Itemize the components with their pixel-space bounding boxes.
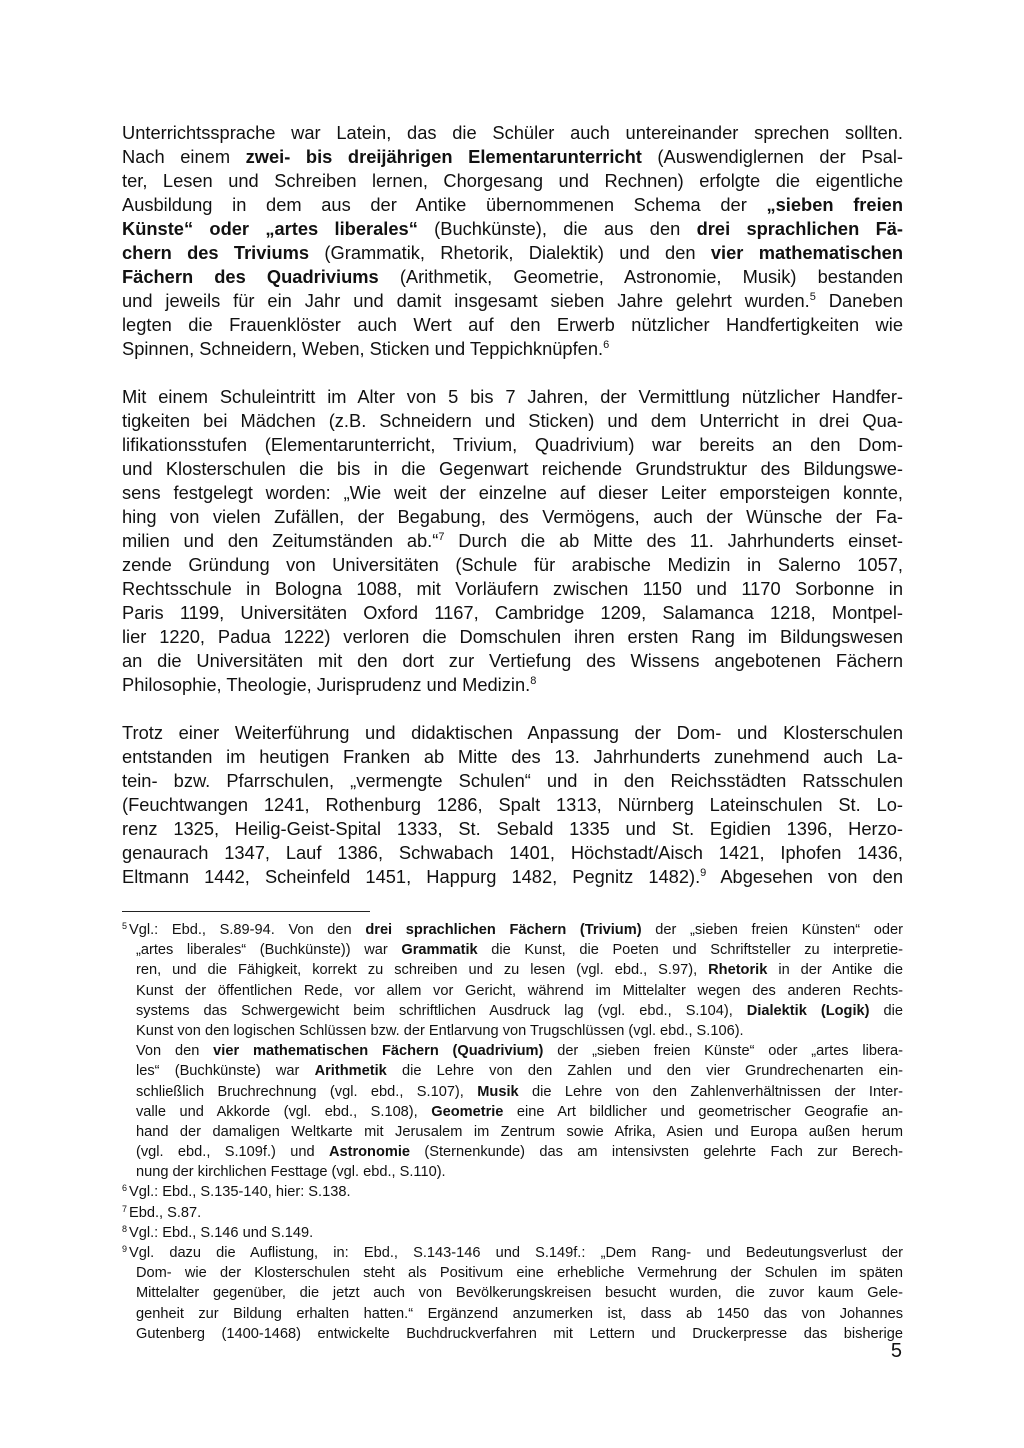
text-segment: tigkeiten bei Mädchen (z.B. Schneidern und Sticken) und dem Unterricht in drei Qua- <box>122 410 903 431</box>
bold-text: zwei- bis dreijährigen Elementarunterricht <box>245 146 642 167</box>
footnote-line <box>122 1182 903 1202</box>
footnote-reference: 6 <box>603 339 610 351</box>
text-line <box>122 865 903 889</box>
footnotes <box>122 920 903 1344</box>
text-segment: in der Antike die <box>767 962 903 979</box>
text-line <box>122 793 903 817</box>
bold-text: Fächern des Quadriviums <box>122 266 379 287</box>
text-line <box>122 337 903 361</box>
text-segment: die Kunst, die Poeten und Schriftsteller zu interpretie- <box>477 942 903 959</box>
text-segment: hand der damaligen Weltkarte mit Jerusalem im Zentrum sowie Afrika, Asien und Europa außen herum <box>136 1123 903 1140</box>
text-segment: (Feuchtwangen 1241, Rothenburg 1286, Spalt 1313, Nürnberg Lateinschulen St. Lo- <box>122 794 903 815</box>
text-segment: Vgl. dazu die Auflistung, in: Ebd., S.143-146 und S.149f.: „Dem Rang- und Bedeutungsverlust der <box>129 1245 903 1261</box>
text-line <box>122 289 903 313</box>
text-segment: (vgl. ebd., S.109f.) und <box>136 1144 329 1161</box>
footnote-line <box>122 920 903 940</box>
text-segment: zende Gründung von Universitäten (Schule für arabische Medizin in Salerno 1057, <box>122 554 903 575</box>
text-line <box>122 193 903 217</box>
footnote-line <box>122 940 903 960</box>
footnote-line <box>122 960 903 980</box>
footnote-line <box>122 1304 903 1324</box>
bold-text: Künste“ oder „artes liberales“ <box>122 218 418 239</box>
text-segment: genaurach 1347, Lauf 1386, Schwabach 1401, Höchstadt/Aisch 1421, Iphofen 1436, <box>122 842 903 863</box>
text-segment: Unterrichtssprache war Latein, das die Schüler auch untereinander sprechen sollten. <box>122 122 903 143</box>
footnote <box>122 920 903 1182</box>
bold-text: Grammatik <box>401 942 478 959</box>
text-segment: hing von vielen Zufällen, der Begabung, des Vermögens, auch der Wünsche der Fa- <box>122 506 903 527</box>
text-segment: eine Art bildlicher und geometrischer Geografie an- <box>503 1103 903 1120</box>
text-segment: systems das Schwergewicht beim schriftlichen Ausdruck lag (vgl. ebd., S.104), <box>136 1002 747 1019</box>
footnote-line <box>122 1122 903 1142</box>
text-segment: ren, und die Fähigkeit, korrekt zu schreiben und zu lesen (vgl. ebd., S.97), <box>136 962 709 979</box>
text-segment: Ebd., S.87. <box>129 1204 202 1221</box>
text-segment: und Klosterschulen die bis in die Gegenwart reichende Grundstruktur des Bildungswe- <box>122 458 903 479</box>
footnote-line <box>122 1102 903 1122</box>
footnote-number: 8 <box>122 1223 128 1234</box>
text-line <box>122 313 903 337</box>
paragraph <box>122 121 903 361</box>
footnote <box>122 1243 903 1344</box>
bold-text: Dialektik (Logik) <box>746 1002 870 1019</box>
text-segment: Kunst der öffentlichen Rede, vor allem vor Gericht, während im Mittelalter wegen des anderen Rechts- <box>136 982 903 999</box>
text-line <box>122 841 903 865</box>
text-segment: milien und den Zeitumständen ab.“ <box>122 530 439 551</box>
bold-text: Geometrie <box>431 1103 504 1120</box>
text-segment: legten die Frauenklöster auch Wert auf den Erwerb nützlicher Handfertigkeiten wie <box>122 314 903 335</box>
text-segment: nung der kirchlichen Festtage (vgl. ebd., S.110). <box>136 1164 446 1181</box>
text-segment: Nach einem <box>122 146 246 167</box>
bold-text: vier mathematischen <box>710 242 903 263</box>
bold-text: Astronomie <box>328 1144 411 1161</box>
footnote-line <box>122 1001 903 1021</box>
text-segment: Daneben <box>815 290 903 311</box>
text-line <box>122 409 903 433</box>
text-line <box>122 769 903 793</box>
text-segment: die <box>869 1002 903 1019</box>
text-segment: Mittelalter gegenüber, die jetzt auch von Bevölkerungskreisen besucht wurden, die zuvor kaum Gele- <box>136 1285 903 1302</box>
footnote-line <box>122 1263 903 1283</box>
text-segment: lier 1220, Padua 1222) verloren die Domschulen ihren ersten Rang im Bildungswesen <box>122 626 903 647</box>
bold-text: chern des Triviums <box>122 242 310 263</box>
bold-text: drei sprachlichen Fä- <box>696 218 903 239</box>
footnote-number: 6 <box>122 1183 128 1194</box>
text-line <box>122 169 903 193</box>
text-line <box>122 385 903 409</box>
text-segment: Ausbildung in dem aus der Antike übernommenen Schema der <box>122 194 767 215</box>
text-segment: und jeweils für ein Jahr und damit insgesamt sieben Jahre gelehrt wurden. <box>122 290 810 311</box>
footnote-line <box>122 1061 903 1081</box>
bold-text: Arithmetik <box>314 1063 387 1080</box>
text-segment: Vgl.: Ebd., S.89-94. Von den <box>129 922 366 938</box>
text-segment: an die Universitäten mit den dort zur Vertiefung des Wissens angebotenen Fächern <box>122 650 903 671</box>
body-text <box>122 121 903 913</box>
text-segment: genheit zur Bildung erhalten hatten.“ Ergänzend anzumerken ist, dass ab 1450 das von Johannes <box>136 1305 903 1322</box>
text-line <box>122 457 903 481</box>
text-line <box>122 553 903 577</box>
bold-text: Rhetorik <box>708 962 768 979</box>
text-segment: die Lehre von den Zahlenverhältnissen der Inter- <box>518 1083 903 1100</box>
footnote-line <box>122 1162 903 1182</box>
text-segment: Gutenberg (1400-1468) entwickelte Buchdruckverfahren mit Lettern und Druckerpresse das bisherige <box>136 1325 903 1342</box>
text-segment: Spinnen, Schneidern, Weben, Sticken und Teppichknüpfen. <box>122 338 604 359</box>
paragraph <box>122 385 903 697</box>
footnote-number: 7 <box>122 1203 128 1214</box>
text-segment: renz 1325, Heilig-Geist-Spital 1333, St. Sebald 1335 und St. Egidien 1396, Herzo- <box>122 818 903 839</box>
footnote-reference: 5 <box>809 291 816 303</box>
footnote-number: 9 <box>122 1244 128 1254</box>
text-segment: Paris 1199, Universitäten Oxford 1167, Cambridge 1209, Salamanca 1218, Montpel- <box>122 602 903 623</box>
paragraph <box>122 721 903 889</box>
footnote-line <box>122 1041 903 1061</box>
text-line <box>122 505 903 529</box>
text-segment: Dom- wie der Klosterschulen steht als Positivum eine erhebliche Vermehrung der Schulen im späten <box>136 1265 903 1282</box>
footnote <box>122 1203 903 1223</box>
text-segment: Eltmann 1442, Scheinfeld 1451, Happurg 1482, Pegnitz 1482). <box>122 866 701 887</box>
text-segment: (Auswendiglernen der Psal- <box>641 146 903 167</box>
text-segment: entstanden im heutigen Franken ab Mitte des 13. Jahrhunderts zunehmend auch La- <box>122 746 903 767</box>
footnote-separator <box>122 911 370 912</box>
text-segment: lifikationsstufen (Elementarunterricht, Trivium, Quadrivium) war bereits an den Dom- <box>122 434 903 455</box>
text-line <box>122 217 903 241</box>
footnote-reference: 8 <box>530 675 537 687</box>
text-segment: valle und Akkorde (vgl. ebd., S.108), <box>136 1103 432 1120</box>
text-line <box>122 121 903 145</box>
footnote-line <box>122 1243 903 1263</box>
text-line <box>122 601 903 625</box>
footnote-reference: 9 <box>700 867 707 879</box>
text-line <box>122 673 903 697</box>
text-segment: ter, Lesen und Schreiben lernen, Chorgesang und Rechnen) erfolgte die eigentliche <box>122 170 903 191</box>
footnote-line <box>122 1283 903 1303</box>
text-segment: Abgesehen von den <box>706 866 904 887</box>
text-line <box>122 577 903 601</box>
footnote-line <box>122 1021 903 1041</box>
text-segment: (Sternenkunde) das am intensivsten gelehrte Fach zur Berech- <box>410 1144 903 1161</box>
text-segment: die Lehre von den Zahlen und den vier Grundrechenarten ein- <box>386 1063 903 1080</box>
text-line <box>122 529 903 553</box>
text-segment: sens festgelegt worden: „Wie weit der einzelne auf dieser Leiter emporsteigen konnte, <box>122 482 903 503</box>
text-line <box>122 745 903 769</box>
text-segment: Philosophie, Theologie, Jurisprudenz und Medizin. <box>122 674 531 695</box>
text-line <box>122 145 903 169</box>
bold-text: Musik <box>477 1083 519 1100</box>
bold-text: „sieben freien <box>766 194 903 215</box>
text-line <box>122 649 903 673</box>
text-segment: Durch die ab Mitte des 11. Jahrhunderts einset- <box>444 530 903 551</box>
text-segment: schließlich Bruchrechnung (vgl. ebd., S.107), <box>136 1083 478 1100</box>
footnote-line <box>122 1082 903 1102</box>
text-line <box>122 721 903 745</box>
text-line <box>122 817 903 841</box>
bold-text: drei sprachlichen Fächern (Trivium) <box>365 922 642 938</box>
text-segment: (Grammatik, Rhetorik, Dialektik) und den <box>309 242 711 263</box>
text-segment: „artes liberales“ (Buchkünste)) war <box>136 942 402 959</box>
footnote <box>122 1182 903 1202</box>
footnote-line <box>122 1203 903 1223</box>
text-segment: les“ (Buchkünste) war <box>136 1063 315 1080</box>
text-segment: Rechtsschule in Bologna 1088, mit Vorläufern zwischen 1150 und 1170 Sorbonne in <box>122 578 903 599</box>
text-segment: Vgl.: Ebd., S.146 und S.149. <box>129 1224 314 1241</box>
footnote-reference: 7 <box>438 531 445 543</box>
page-number: 5 <box>890 1340 902 1362</box>
footnote-line <box>122 1223 903 1243</box>
text-line <box>122 241 903 265</box>
text-line <box>122 481 903 505</box>
text-segment: der „sieben freien Künste“ oder „artes libera- <box>543 1043 903 1060</box>
footnote-number: 5 <box>122 921 128 931</box>
footnote-line <box>122 981 903 1001</box>
text-segment: (Buchkünste), die aus den <box>417 218 697 239</box>
text-segment: Kunst von den logischen Schlüssen bzw. der Entlarvung von Trugschlüssen (vgl. ebd., S.106). <box>136 1022 744 1039</box>
text-segment: (Arithmetik, Geometrie, Astronomie, Musik) bestanden <box>378 266 904 287</box>
text-line <box>122 625 903 649</box>
text-line <box>122 433 903 457</box>
text-line <box>122 265 903 289</box>
footnote <box>122 1223 903 1243</box>
text-segment: Von den <box>136 1043 214 1060</box>
bold-text: vier mathematischen Fächern (Quadrivium) <box>213 1043 544 1060</box>
text-segment: Mit einem Schuleintritt im Alter von 5 bis 7 Jahren, der Vermittlung nützlicher Handfer- <box>122 386 903 407</box>
text-segment: Trotz einer Weiterführung und didaktischen Anpassung der Dom- und Klosterschulen <box>122 722 903 743</box>
text-segment: der „sieben freien Künsten“ oder <box>641 922 904 938</box>
text-segment: tein- bzw. Pfarrschulen, „vermengte Schulen“ und in den Reichsstädten Ratsschulen <box>122 770 903 791</box>
footnote-line <box>122 1142 903 1162</box>
footnote-line <box>122 1324 903 1344</box>
text-segment: Vgl.: Ebd., S.135-140, hier: S.138. <box>129 1184 351 1201</box>
